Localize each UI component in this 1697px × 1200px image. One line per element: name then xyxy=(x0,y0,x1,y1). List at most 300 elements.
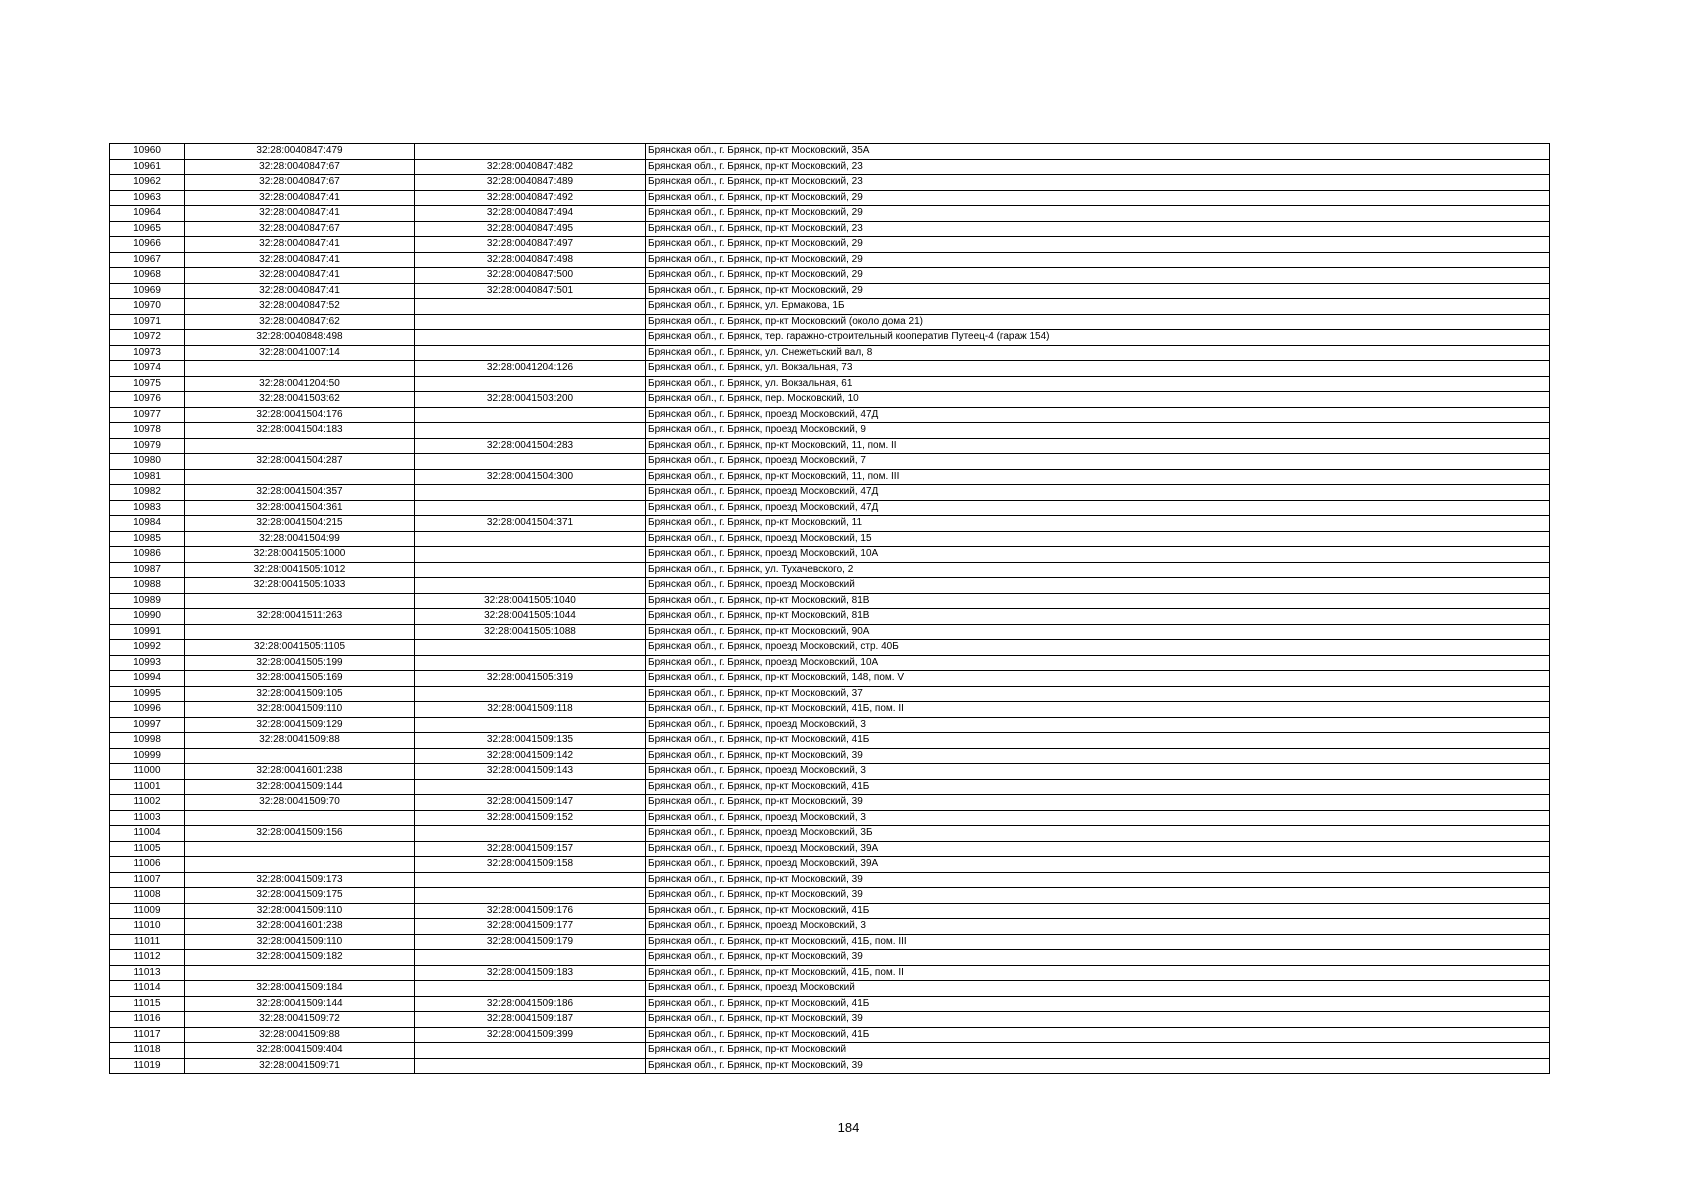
land-parcel-cadastral-cell: 32:28:0041505:199 xyxy=(185,655,415,671)
table-row xyxy=(110,795,1550,811)
land-parcel-cadastral-cell: 32:28:0040847:41 xyxy=(185,206,415,222)
row-number-cell: 10986 xyxy=(110,547,185,563)
object-cadastral-cell xyxy=(415,454,646,470)
object-cadastral-cell: 32:28:0040847:494 xyxy=(415,206,646,222)
table-row xyxy=(110,640,1550,656)
address-cell: Брянская обл., г. Брянск, пр-кт Московский, 11, пом. III xyxy=(646,469,1550,485)
object-cadastral-cell: 32:28:0041509:143 xyxy=(415,764,646,780)
table-row xyxy=(110,609,1550,625)
table-row xyxy=(110,144,1550,160)
land-parcel-cadastral-cell: 32:28:0041509:110 xyxy=(185,702,415,718)
row-number-cell: 10992 xyxy=(110,640,185,656)
table-row xyxy=(110,779,1550,795)
table-row xyxy=(110,547,1550,563)
row-number-cell: 10977 xyxy=(110,407,185,423)
table-row xyxy=(110,717,1550,733)
land-parcel-cadastral-cell: 32:28:0040847:52 xyxy=(185,299,415,315)
address-cell: Брянская обл., г. Брянск, пр-кт Московский, 29 xyxy=(646,206,1550,222)
table-row xyxy=(110,485,1550,501)
object-cadastral-cell xyxy=(415,500,646,516)
object-cadastral-cell xyxy=(415,314,646,330)
object-cadastral-cell: 32:28:0041505:319 xyxy=(415,671,646,687)
address-cell: Брянская обл., г. Брянск, пер. Московский, 10 xyxy=(646,392,1550,408)
address-cell: Брянская обл., г. Брянск, пр-кт Московский, 41Б, пом. II xyxy=(646,965,1550,981)
land-parcel-cadastral-cell: 32:28:0041509:173 xyxy=(185,872,415,888)
row-number-cell: 11001 xyxy=(110,779,185,795)
address-cell: Брянская обл., г. Брянск, тер. гаражно-строительный кооператив Путеец-4 (гараж 154) xyxy=(646,330,1550,346)
row-number-cell: 11007 xyxy=(110,872,185,888)
address-cell: Брянская обл., г. Брянск, проезд Московский, 15 xyxy=(646,531,1550,547)
row-number-cell: 11013 xyxy=(110,965,185,981)
row-number-cell: 10960 xyxy=(110,144,185,160)
table-row xyxy=(110,361,1550,377)
address-cell: Брянская обл., г. Брянск, проезд Московский, 10А xyxy=(646,655,1550,671)
object-cadastral-cell: 32:28:0041509:142 xyxy=(415,748,646,764)
land-parcel-cadastral-cell xyxy=(185,965,415,981)
object-cadastral-cell xyxy=(415,531,646,547)
row-number-cell: 11018 xyxy=(110,1043,185,1059)
table-row xyxy=(110,996,1550,1012)
object-cadastral-cell: 32:28:0040847:489 xyxy=(415,175,646,191)
row-number-cell: 10993 xyxy=(110,655,185,671)
address-cell: Брянская обл., г. Брянск, пр-кт Московский, 23 xyxy=(646,221,1550,237)
land-parcel-cadastral-cell: 32:28:0040847:41 xyxy=(185,237,415,253)
table-row xyxy=(110,671,1550,687)
object-cadastral-cell: 32:28:0041504:300 xyxy=(415,469,646,485)
land-parcel-cadastral-cell: 32:28:0041504:99 xyxy=(185,531,415,547)
table-row xyxy=(110,1027,1550,1043)
row-number-cell: 10995 xyxy=(110,686,185,702)
object-cadastral-cell xyxy=(415,330,646,346)
object-cadastral-cell: 32:28:0041509:152 xyxy=(415,810,646,826)
table-row xyxy=(110,981,1550,997)
object-cadastral-cell: 32:28:0040847:482 xyxy=(415,159,646,175)
row-number-cell: 10985 xyxy=(110,531,185,547)
row-number-cell: 10979 xyxy=(110,438,185,454)
table-row xyxy=(110,392,1550,408)
row-number-cell: 11006 xyxy=(110,857,185,873)
land-parcel-cadastral-cell: 32:28:0040847:41 xyxy=(185,283,415,299)
address-cell: Брянская обл., г. Брянск, пр-кт Московский, 39 xyxy=(646,1012,1550,1028)
row-number-cell: 10971 xyxy=(110,314,185,330)
object-cadastral-cell: 32:28:0040847:495 xyxy=(415,221,646,237)
land-parcel-cadastral-cell xyxy=(185,593,415,609)
row-number-cell: 10997 xyxy=(110,717,185,733)
land-parcel-cadastral-cell: 32:28:0041509:70 xyxy=(185,795,415,811)
table-row xyxy=(110,516,1550,532)
land-parcel-cadastral-cell: 32:28:0040847:67 xyxy=(185,159,415,175)
row-number-cell: 10990 xyxy=(110,609,185,625)
object-cadastral-cell xyxy=(415,888,646,904)
land-parcel-cadastral-cell: 32:28:0041509:184 xyxy=(185,981,415,997)
table-row xyxy=(110,330,1550,346)
land-parcel-cadastral-cell: 32:28:0040847:479 xyxy=(185,144,415,160)
land-parcel-cadastral-cell xyxy=(185,469,415,485)
row-number-cell: 11005 xyxy=(110,841,185,857)
land-parcel-cadastral-cell: 32:28:0041504:287 xyxy=(185,454,415,470)
table-row xyxy=(110,934,1550,950)
object-cadastral-cell xyxy=(415,1043,646,1059)
row-number-cell: 10966 xyxy=(110,237,185,253)
address-cell: Брянская обл., г. Брянск, пр-кт Московский, 29 xyxy=(646,252,1550,268)
table-row xyxy=(110,702,1550,718)
object-cadastral-cell: 32:28:0040847:492 xyxy=(415,190,646,206)
land-parcel-cadastral-cell: 32:28:0040847:41 xyxy=(185,252,415,268)
land-parcel-cadastral-cell xyxy=(185,438,415,454)
land-parcel-cadastral-cell: 32:28:0041007:14 xyxy=(185,345,415,361)
land-parcel-cadastral-cell: 32:28:0041204:50 xyxy=(185,376,415,392)
address-cell: Брянская обл., г. Брянск, ул. Снежетьский вал, 8 xyxy=(646,345,1550,361)
address-cell: Брянская обл., г. Брянск, пр-кт Московский, 23 xyxy=(646,159,1550,175)
row-number-cell: 10968 xyxy=(110,268,185,284)
row-number-cell: 10967 xyxy=(110,252,185,268)
object-cadastral-cell: 32:28:0041505:1040 xyxy=(415,593,646,609)
land-parcel-cadastral-cell: 32:28:0040847:41 xyxy=(185,268,415,284)
row-number-cell: 10994 xyxy=(110,671,185,687)
table-row xyxy=(110,578,1550,594)
land-parcel-cadastral-cell: 32:28:0041509:72 xyxy=(185,1012,415,1028)
table-row xyxy=(110,237,1550,253)
object-cadastral-cell xyxy=(415,485,646,501)
land-parcel-cadastral-cell: 32:28:0040847:41 xyxy=(185,190,415,206)
object-cadastral-cell xyxy=(415,655,646,671)
table-row xyxy=(110,841,1550,857)
row-number-cell: 11011 xyxy=(110,934,185,950)
address-cell: Брянская обл., г. Брянск, пр-кт Московский, 148, пом. V xyxy=(646,671,1550,687)
address-cell: Брянская обл., г. Брянск, пр-кт Московский, 11 xyxy=(646,516,1550,532)
row-number-cell: 11017 xyxy=(110,1027,185,1043)
row-number-cell: 10972 xyxy=(110,330,185,346)
object-cadastral-cell xyxy=(415,547,646,563)
land-parcel-cadastral-cell xyxy=(185,841,415,857)
object-cadastral-cell xyxy=(415,950,646,966)
table-row xyxy=(110,299,1550,315)
land-parcel-cadastral-cell: 32:28:0040847:67 xyxy=(185,175,415,191)
table-row xyxy=(110,764,1550,780)
land-parcel-cadastral-cell: 32:28:0041504:357 xyxy=(185,485,415,501)
row-number-cell: 10962 xyxy=(110,175,185,191)
table-row xyxy=(110,593,1550,609)
object-cadastral-cell: 32:28:0041505:1088 xyxy=(415,624,646,640)
land-parcel-cadastral-cell: 32:28:0041505:1033 xyxy=(185,578,415,594)
address-cell: Брянская обл., г. Брянск, проезд Московский, стр. 40Б xyxy=(646,640,1550,656)
row-number-cell: 10963 xyxy=(110,190,185,206)
land-parcel-cadastral-cell: 32:28:0041504:176 xyxy=(185,407,415,423)
land-parcel-cadastral-cell: 32:28:0041509:144 xyxy=(185,779,415,795)
object-cadastral-cell: 32:28:0040847:500 xyxy=(415,268,646,284)
address-cell: Брянская обл., г. Брянск, пр-кт Московский, 35А xyxy=(646,144,1550,160)
address-cell: Брянская обл., г. Брянск, пр-кт Московский, 39 xyxy=(646,795,1550,811)
address-cell: Брянская обл., г. Брянск, ул. Тухачевского, 2 xyxy=(646,562,1550,578)
object-cadastral-cell xyxy=(415,717,646,733)
table-row xyxy=(110,376,1550,392)
table-row xyxy=(110,903,1550,919)
address-cell: Брянская обл., г. Брянск, пр-кт Московский, 41Б xyxy=(646,996,1550,1012)
address-cell: Брянская обл., г. Брянск, пр-кт Московский, 29 xyxy=(646,237,1550,253)
address-cell: Брянская обл., г. Брянск, ул. Ермакова, 1Б xyxy=(646,299,1550,315)
address-cell: Брянская обл., г. Брянск, проезд Московский, 47Д xyxy=(646,500,1550,516)
page-number: 184 xyxy=(837,1120,860,1135)
object-cadastral-cell xyxy=(415,640,646,656)
row-number-cell: 10981 xyxy=(110,469,185,485)
row-number-cell: 11004 xyxy=(110,826,185,842)
land-parcel-cadastral-cell xyxy=(185,624,415,640)
land-parcel-cadastral-cell: 32:28:0041504:215 xyxy=(185,516,415,532)
row-number-cell: 11014 xyxy=(110,981,185,997)
object-cadastral-cell: 32:28:0041509:183 xyxy=(415,965,646,981)
address-cell: Брянская обл., г. Брянск, ул. Вокзальная, 61 xyxy=(646,376,1550,392)
object-cadastral-cell: 32:28:0041509:179 xyxy=(415,934,646,950)
table-row xyxy=(110,283,1550,299)
address-cell: Брянская обл., г. Брянск, проезд Московский, 9 xyxy=(646,423,1550,439)
object-cadastral-cell: 32:28:0040847:497 xyxy=(415,237,646,253)
table-row xyxy=(110,190,1550,206)
address-cell: Брянская обл., г. Брянск, пр-кт Московский, 41Б, пом. III xyxy=(646,934,1550,950)
table-row xyxy=(110,826,1550,842)
row-number-cell: 10984 xyxy=(110,516,185,532)
address-cell: Брянская обл., г. Брянск, проезд Московский xyxy=(646,981,1550,997)
land-parcel-cadastral-cell: 32:28:0041509:105 xyxy=(185,686,415,702)
row-number-cell: 11010 xyxy=(110,919,185,935)
address-cell: Брянская обл., г. Брянск, пр-кт Московский, 39 xyxy=(646,872,1550,888)
object-cadastral-cell: 32:28:0041509:118 xyxy=(415,702,646,718)
object-cadastral-cell xyxy=(415,407,646,423)
land-parcel-cadastral-cell: 32:28:0041509:156 xyxy=(185,826,415,842)
address-cell: Брянская обл., г. Брянск, пр-кт Московский (около дома 21) xyxy=(646,314,1550,330)
land-parcel-cadastral-cell: 32:28:0041509:71 xyxy=(185,1058,415,1074)
row-number-cell: 10999 xyxy=(110,748,185,764)
land-parcel-cadastral-cell: 32:28:0041505:1000 xyxy=(185,547,415,563)
address-cell: Брянская обл., г. Брянск, ул. Вокзальная, 73 xyxy=(646,361,1550,377)
object-cadastral-cell xyxy=(415,299,646,315)
table-row xyxy=(110,1058,1550,1074)
table-row xyxy=(110,965,1550,981)
object-cadastral-cell: 32:28:0041504:283 xyxy=(415,438,646,454)
object-cadastral-cell: 32:28:0041504:371 xyxy=(415,516,646,532)
land-parcel-cadastral-cell: 32:28:0041511:263 xyxy=(185,609,415,625)
object-cadastral-cell: 32:28:0041509:187 xyxy=(415,1012,646,1028)
address-cell: Брянская обл., г. Брянск, проезд Московский, 7 xyxy=(646,454,1550,470)
land-parcel-cadastral-cell: 32:28:0041601:238 xyxy=(185,764,415,780)
object-cadastral-cell: 32:28:0041505:1044 xyxy=(415,609,646,625)
land-parcel-cadastral-cell: 32:28:0041505:169 xyxy=(185,671,415,687)
row-number-cell: 11016 xyxy=(110,1012,185,1028)
land-parcel-cadastral-cell: 32:28:0040847:67 xyxy=(185,221,415,237)
table-row xyxy=(110,221,1550,237)
land-parcel-cadastral-cell xyxy=(185,810,415,826)
address-cell: Брянская обл., г. Брянск, проезд Московский, 39А xyxy=(646,857,1550,873)
row-number-cell: 11019 xyxy=(110,1058,185,1074)
table-row xyxy=(110,206,1550,222)
object-cadastral-cell: 32:28:0041509:177 xyxy=(415,919,646,935)
object-cadastral-cell xyxy=(415,1058,646,1074)
object-cadastral-cell: 32:28:0041509:157 xyxy=(415,841,646,857)
table-row xyxy=(110,950,1550,966)
address-cell: Брянская обл., г. Брянск, пр-кт Московский, 37 xyxy=(646,686,1550,702)
table-row xyxy=(110,175,1550,191)
object-cadastral-cell: 32:28:0041509:158 xyxy=(415,857,646,873)
address-cell: Брянская обл., г. Брянск, пр-кт Московский, 81В xyxy=(646,609,1550,625)
land-parcel-cadastral-cell: 32:28:0041509:110 xyxy=(185,934,415,950)
row-number-cell: 11000 xyxy=(110,764,185,780)
object-cadastral-cell: 32:28:0041204:126 xyxy=(415,361,646,377)
address-cell: Брянская обл., г. Брянск, проезд Московский, 10А xyxy=(646,547,1550,563)
object-cadastral-cell xyxy=(415,779,646,795)
row-number-cell: 11002 xyxy=(110,795,185,811)
object-cadastral-cell xyxy=(415,686,646,702)
row-number-cell: 11008 xyxy=(110,888,185,904)
land-parcel-cadastral-cell: 32:28:0041509:182 xyxy=(185,950,415,966)
table-row xyxy=(110,562,1550,578)
address-cell: Брянская обл., г. Брянск, пр-кт Московский, 39 xyxy=(646,748,1550,764)
row-number-cell: 10974 xyxy=(110,361,185,377)
table-row xyxy=(110,624,1550,640)
row-number-cell: 10970 xyxy=(110,299,185,315)
table-row xyxy=(110,500,1550,516)
land-parcel-cadastral-cell: 32:28:0041503:62 xyxy=(185,392,415,408)
object-cadastral-cell xyxy=(415,981,646,997)
row-number-cell: 10998 xyxy=(110,733,185,749)
address-cell: Брянская обл., г. Брянск, пр-кт Московский, 29 xyxy=(646,283,1550,299)
address-cell: Брянская обл., г. Брянск, пр-кт Московский, 41Б xyxy=(646,903,1550,919)
table-row xyxy=(110,314,1550,330)
table-row xyxy=(110,655,1550,671)
object-cadastral-cell: 32:28:0041503:200 xyxy=(415,392,646,408)
row-number-cell: 10991 xyxy=(110,624,185,640)
table-row xyxy=(110,919,1550,935)
table-row xyxy=(110,888,1550,904)
table-row xyxy=(110,1043,1550,1059)
row-number-cell: 10989 xyxy=(110,593,185,609)
address-cell: Брянская обл., г. Брянск, проезд Московский, 3 xyxy=(646,764,1550,780)
row-number-cell: 10982 xyxy=(110,485,185,501)
table-row xyxy=(110,438,1550,454)
address-cell: Брянская обл., г. Брянск, проезд Московский, 3Б xyxy=(646,826,1550,842)
row-number-cell: 10965 xyxy=(110,221,185,237)
object-cadastral-cell xyxy=(415,423,646,439)
table-row xyxy=(110,531,1550,547)
table-row xyxy=(110,733,1550,749)
address-cell: Брянская обл., г. Брянск, пр-кт Московский, 29 xyxy=(646,268,1550,284)
row-number-cell: 10988 xyxy=(110,578,185,594)
address-cell: Брянская обл., г. Брянск, пр-кт Московский, 41Б, пом. II xyxy=(646,702,1550,718)
row-number-cell: 11003 xyxy=(110,810,185,826)
land-parcel-cadastral-cell: 32:28:0041509:129 xyxy=(185,717,415,733)
row-number-cell: 10976 xyxy=(110,392,185,408)
address-cell: Брянская обл., г. Брянск, пр-кт Московский, 90А xyxy=(646,624,1550,640)
row-number-cell: 10964 xyxy=(110,206,185,222)
object-cadastral-cell: 32:28:0041509:399 xyxy=(415,1027,646,1043)
row-number-cell: 10978 xyxy=(110,423,185,439)
land-parcel-cadastral-cell: 32:28:0040848:498 xyxy=(185,330,415,346)
object-cadastral-cell xyxy=(415,872,646,888)
object-cadastral-cell xyxy=(415,144,646,160)
row-number-cell: 10987 xyxy=(110,562,185,578)
object-cadastral-cell xyxy=(415,826,646,842)
land-parcel-cadastral-cell: 32:28:0041509:404 xyxy=(185,1043,415,1059)
object-cadastral-cell: 32:28:0040847:501 xyxy=(415,283,646,299)
object-cadastral-cell xyxy=(415,562,646,578)
row-number-cell: 10980 xyxy=(110,454,185,470)
table-row xyxy=(110,159,1550,175)
land-parcel-cadastral-cell: 32:28:0041509:110 xyxy=(185,903,415,919)
land-parcel-cadastral-cell: 32:28:0041504:183 xyxy=(185,423,415,439)
address-cell: Брянская обл., г. Брянск, пр-кт Московский, 39 xyxy=(646,1058,1550,1074)
row-number-cell: 10973 xyxy=(110,345,185,361)
table-row xyxy=(110,686,1550,702)
table-row xyxy=(110,857,1550,873)
address-cell: Брянская обл., г. Брянск, пр-кт Московский, 41Б xyxy=(646,1027,1550,1043)
land-parcel-cadastral-cell: 32:28:0041505:1105 xyxy=(185,640,415,656)
object-cadastral-cell: 32:28:0041509:186 xyxy=(415,996,646,1012)
land-parcel-cadastral-cell: 32:28:0041509:88 xyxy=(185,733,415,749)
row-number-cell: 10996 xyxy=(110,702,185,718)
row-number-cell: 10983 xyxy=(110,500,185,516)
land-parcel-cadastral-cell xyxy=(185,748,415,764)
object-cadastral-cell xyxy=(415,376,646,392)
land-parcel-cadastral-cell xyxy=(185,361,415,377)
table-row xyxy=(110,423,1550,439)
registry-table-body xyxy=(110,144,1550,1074)
table-row xyxy=(110,469,1550,485)
address-cell: Брянская обл., г. Брянск, пр-кт Московский, 41Б xyxy=(646,733,1550,749)
object-cadastral-cell: 32:28:0040847:498 xyxy=(415,252,646,268)
table-row xyxy=(110,748,1550,764)
address-cell: Брянская обл., г. Брянск, пр-кт Московский, 81В xyxy=(646,593,1550,609)
address-cell: Брянская обл., г. Брянск, пр-кт Московский xyxy=(646,1043,1550,1059)
address-cell: Брянская обл., г. Брянск, проезд Московский xyxy=(646,578,1550,594)
address-cell: Брянская обл., г. Брянск, пр-кт Московский, 39 xyxy=(646,950,1550,966)
address-cell: Брянская обл., г. Брянск, проезд Московский, 3 xyxy=(646,717,1550,733)
table-row xyxy=(110,454,1550,470)
row-number-cell: 10969 xyxy=(110,283,185,299)
land-parcel-cadastral-cell: 32:28:0041505:1012 xyxy=(185,562,415,578)
table-row xyxy=(110,407,1550,423)
object-cadastral-cell xyxy=(415,578,646,594)
table-row xyxy=(110,268,1550,284)
address-cell: Брянская обл., г. Брянск, пр-кт Московский, 23 xyxy=(646,175,1550,191)
table-row xyxy=(110,252,1550,268)
row-number-cell: 10961 xyxy=(110,159,185,175)
land-parcel-cadastral-cell: 32:28:0041509:144 xyxy=(185,996,415,1012)
land-parcel-cadastral-cell: 32:28:0041504:361 xyxy=(185,500,415,516)
table-row xyxy=(110,872,1550,888)
address-cell: Брянская обл., г. Брянск, проезд Московский, 39А xyxy=(646,841,1550,857)
row-number-cell: 11015 xyxy=(110,996,185,1012)
land-parcel-cadastral-cell: 32:28:0041601:238 xyxy=(185,919,415,935)
land-parcel-cadastral-cell: 32:28:0041509:175 xyxy=(185,888,415,904)
object-cadastral-cell xyxy=(415,345,646,361)
address-cell: Брянская обл., г. Брянск, проезд Московский, 47Д xyxy=(646,407,1550,423)
table-row xyxy=(110,810,1550,826)
address-cell: Брянская обл., г. Брянск, проезд Московский, 3 xyxy=(646,919,1550,935)
table-row xyxy=(110,1012,1550,1028)
row-number-cell: 10975 xyxy=(110,376,185,392)
object-cadastral-cell: 32:28:0041509:176 xyxy=(415,903,646,919)
registry-table xyxy=(109,143,1550,1074)
address-cell: Брянская обл., г. Брянск, пр-кт Московский, 39 xyxy=(646,888,1550,904)
row-number-cell: 11009 xyxy=(110,903,185,919)
address-cell: Брянская обл., г. Брянск, проезд Московский, 47Д xyxy=(646,485,1550,501)
object-cadastral-cell: 32:28:0041509:135 xyxy=(415,733,646,749)
land-parcel-cadastral-cell xyxy=(185,857,415,873)
object-cadastral-cell: 32:28:0041509:147 xyxy=(415,795,646,811)
address-cell: Брянская обл., г. Брянск, пр-кт Московский, 41Б xyxy=(646,779,1550,795)
land-parcel-cadastral-cell: 32:28:0040847:62 xyxy=(185,314,415,330)
row-number-cell: 11012 xyxy=(110,950,185,966)
table-row xyxy=(110,345,1550,361)
address-cell: Брянская обл., г. Брянск, пр-кт Московский, 11, пом. II xyxy=(646,438,1550,454)
